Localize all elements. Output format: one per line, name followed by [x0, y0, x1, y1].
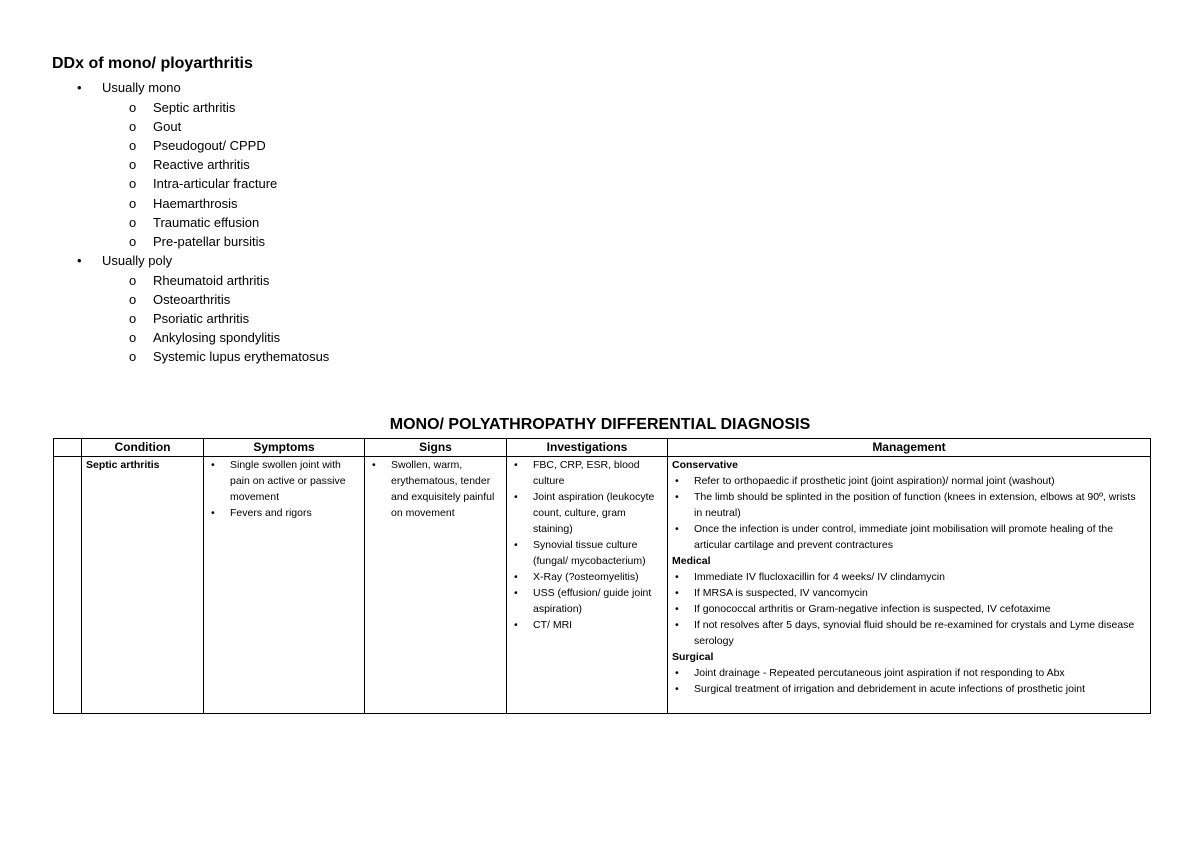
sub-bullet: o: [129, 233, 137, 249]
ddx-group-mono: [52, 78, 329, 251]
ddx-group-label: Usually mono: [102, 80, 181, 95]
column-header-signs: Signs: [365, 439, 507, 457]
list-item: • If MRSA is suspected, IV vancomycin: [672, 585, 1146, 601]
list-item: [102, 136, 329, 155]
ddx-list: [52, 78, 329, 367]
list-item: • If not resolves after 5 days, synovial fluid should be re-examined for crystals and Lyme disease serology: [672, 617, 1146, 649]
column-header-management: Management: [668, 439, 1151, 457]
list-item: [102, 309, 329, 328]
ddx-group-label: Usually poly: [102, 253, 173, 269]
management-conservative-heading: Conservative: [672, 459, 738, 471]
investigations-cell: [507, 457, 668, 714]
list-item: • Single swollen joint with pain on active or passive movement: [208, 457, 360, 505]
sub-bullet: o: [129, 349, 137, 365]
list-item: [102, 271, 329, 290]
list-item: [102, 194, 329, 213]
ddx-sublist: [102, 98, 329, 252]
signs-cell: [365, 457, 507, 714]
list-item: • Once the infection is under control, immediate joint mobilisation will promote healing of the articular cartilage and prevent contractures: [672, 521, 1146, 553]
list-item: • CT/ MRI: [511, 617, 663, 633]
list-item-text: Osteoarthritis: [153, 291, 231, 307]
table-title: MONO/ POLYATHROPATHY DIFFERENTIAL DIAGNOSIS: [389, 416, 811, 433]
list-item: • Synovial tissue culture (fungal/ mycobacterium): [511, 537, 663, 569]
list-item-text: Ankylosing spondylitis: [153, 330, 281, 346]
list-item-text: Psoriatic arthritis: [153, 311, 250, 327]
table-header-row: [54, 439, 1151, 457]
investigations-list: [511, 457, 663, 633]
list-item: [102, 174, 329, 193]
ddx-table: [53, 438, 1151, 714]
symptoms-cell: [204, 457, 365, 714]
sub-bullet: o: [129, 99, 137, 115]
sub-bullet: o: [129, 118, 137, 134]
list-item: [102, 232, 329, 251]
list-item-text: Rheumatoid arthritis: [153, 272, 270, 288]
list-item-text: Septic arthritis: [153, 99, 236, 115]
list-item-text: Gout: [153, 118, 182, 134]
page-title: DDx of mono/ ployarthritis: [52, 55, 253, 72]
list-item: • Joint drainage - Repeated percutaneous joint aspiration if not responding to Abx: [672, 665, 1146, 681]
sub-bullet: o: [129, 157, 137, 173]
ddx-sublist: [102, 271, 329, 367]
list-item: • Joint aspiration (leukocyte count, culture, gram staining): [511, 489, 663, 537]
list-item-text: Intra-articular fracture: [153, 176, 278, 192]
list-item: • Refer to orthopaedic if prosthetic joint (joint aspiration)/ normal joint (washout): [672, 473, 1146, 489]
list-item: • FBC, CRP, ESR, blood culture: [511, 457, 663, 489]
list-item: [102, 290, 329, 309]
management-conservative-list: [672, 473, 1146, 553]
column-header-condition: Condition: [82, 439, 204, 457]
list-item: [102, 213, 329, 232]
sub-bullet: o: [129, 195, 137, 211]
list-item: [102, 328, 329, 347]
list-item: [102, 347, 329, 366]
sub-bullet: o: [129, 311, 137, 327]
table-row: [54, 457, 1151, 714]
management-surgical-heading: Surgical: [672, 651, 714, 663]
ddx-group-poly: [52, 251, 329, 367]
list-item: • X-Ray (?osteomyelitis): [511, 569, 663, 585]
list-item: • USS (effusion/ guide joint aspiration): [511, 585, 663, 617]
list-item: • The limb should be splinted in the position of function (knees in extension, elbows at 90º, wrists in neutral): [672, 489, 1146, 521]
list-item: [102, 98, 329, 117]
sub-bullet: o: [129, 137, 137, 153]
symptoms-list: [208, 457, 360, 521]
condition-cell: Septic arthritis: [82, 457, 204, 714]
management-medical-heading: Medical: [672, 555, 711, 567]
sub-bullet: o: [129, 272, 137, 288]
list-item: [102, 155, 329, 174]
list-item: • Surgical treatment of irrigation and debridement in acute infections of prosthetic joint: [672, 681, 1146, 697]
management-cell: [668, 457, 1151, 714]
management-medical-list: [672, 569, 1146, 649]
list-item-text: Traumatic effusion: [153, 214, 260, 230]
list-item-text: Pre-patellar bursitis: [153, 233, 265, 249]
bullet: •: [77, 80, 82, 95]
sub-bullet: o: [129, 176, 137, 192]
sub-bullet: o: [129, 214, 137, 230]
sub-bullet: o: [129, 330, 137, 346]
list-item: [102, 117, 329, 136]
bullet: •: [77, 253, 82, 269]
list-item-text: Reactive arthritis: [153, 157, 250, 173]
sub-bullet: o: [129, 291, 137, 307]
column-header-investigations: Investigations: [507, 439, 668, 457]
list-item: • If gonococcal arthritis or Gram-negative infection is suspected, IV cefotaxime: [672, 601, 1146, 617]
list-item-text: Pseudogout/ CPPD: [153, 137, 266, 153]
list-item: • Immediate IV flucloxacillin for 4 weeks/ IV clindamycin: [672, 569, 1146, 585]
column-header-blank: [54, 439, 82, 457]
signs-list: [369, 457, 502, 521]
list-item: • Swollen, warm, erythematous, tender and exquisitely painful on movement: [369, 457, 502, 521]
management-surgical-list: [672, 665, 1146, 697]
list-item-text: Systemic lupus erythematosus: [153, 349, 330, 365]
column-header-symptoms: Symptoms: [204, 439, 365, 457]
list-item-text: Haemarthrosis: [153, 195, 238, 211]
row-index-cell: [54, 457, 82, 714]
list-item: • Fevers and rigors: [208, 505, 360, 521]
